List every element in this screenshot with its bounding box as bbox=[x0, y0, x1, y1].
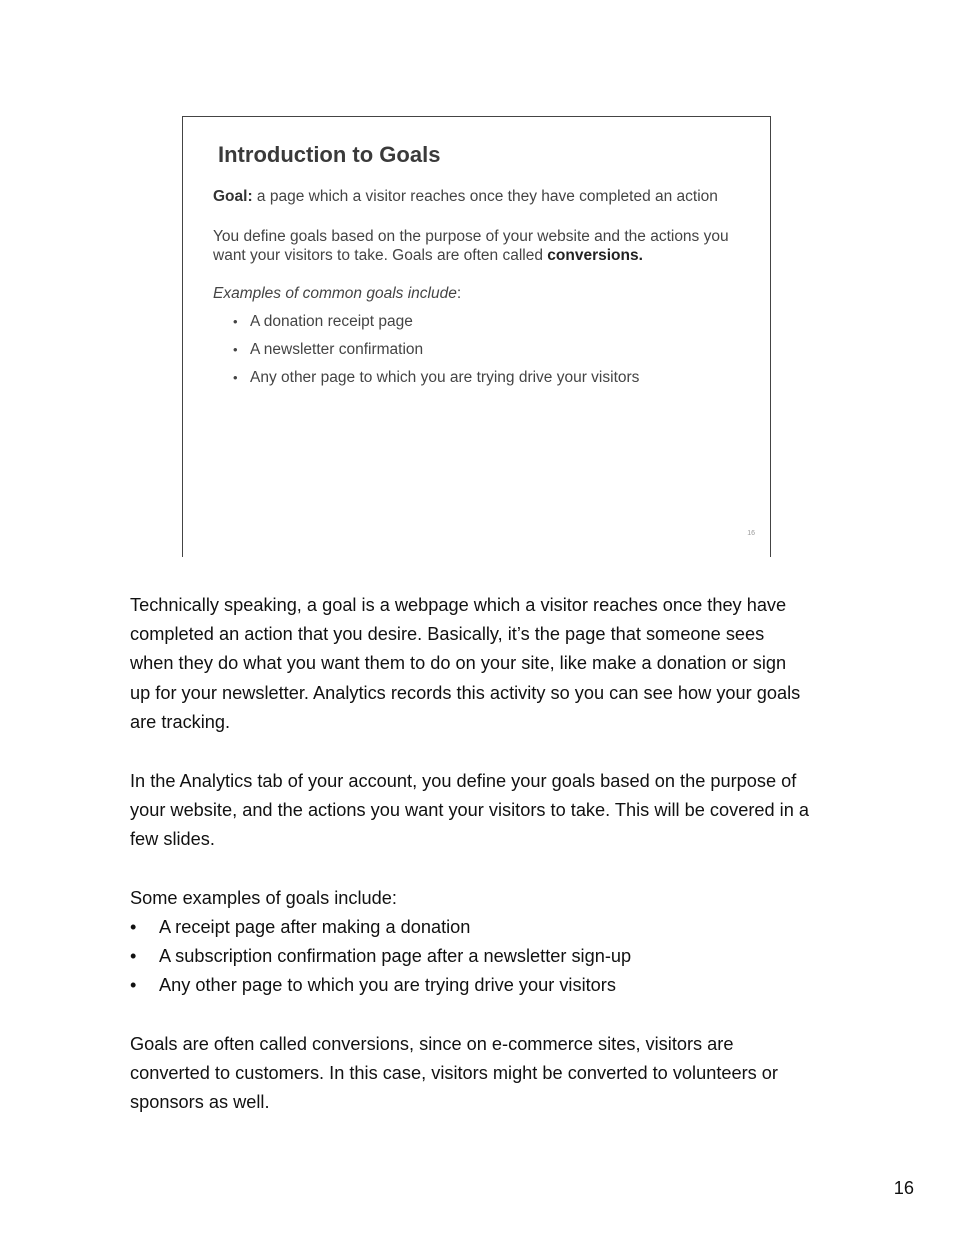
slide-list-item: • Any other page to which you are trying drive your visitors bbox=[233, 368, 639, 396]
slide-examples-label bbox=[213, 285, 461, 303]
paragraph-examples-intro: Some examples of goals include: bbox=[130, 888, 397, 908]
slide-examples-list bbox=[233, 312, 639, 396]
slide-list-item: • A donation receipt page bbox=[233, 312, 639, 340]
examples-colon: : bbox=[456, 285, 462, 302]
slide-goal-definition bbox=[213, 188, 718, 206]
define-text: You define goals based on the purpose of your website and the actions you want your visitors to take. Goals are often called bbox=[213, 228, 729, 264]
paragraph-goal-definition: Technically speaking, a goal is a webpage which a visitor reaches once they have completed an action that you desire. Basically, it’s the page that someone sees when they do what you want them to do on your site, like make a donation or sign up for your newsletter. Analytics records this activity so you can see how your goals are tracking. bbox=[130, 595, 801, 732]
examples-label: Examples of common goals include bbox=[213, 285, 457, 302]
goal-text: a page which a visitor reaches once they have completed an action bbox=[252, 188, 718, 205]
page-number: 16 bbox=[893, 1178, 914, 1198]
bullet-item: • A subscription confirmation page after a newsletter sign-up bbox=[130, 942, 631, 971]
define-bold: conversions. bbox=[547, 247, 643, 264]
bullet-item: • A receipt page after making a donation bbox=[130, 913, 631, 942]
slide-number: 16 bbox=[747, 530, 755, 537]
slide-list-item: • A newsletter confirmation bbox=[233, 340, 639, 368]
goal-label: Goal: bbox=[213, 188, 253, 205]
slide-title: Introduction to Goals bbox=[218, 142, 441, 167]
slide-thumbnail bbox=[182, 116, 771, 557]
slide-define-text bbox=[213, 227, 758, 265]
examples-bullet-list bbox=[130, 913, 631, 1001]
paragraph-analytics-tab: In the Analytics tab of your account, you define your goals based on the purpose of your website, and the actions you want your visitors to take. This will be covered in a few slides. bbox=[130, 771, 810, 850]
paragraph-conversions: Goals are often called conversions, since on e-commerce sites, visitors are converted to customers. In this case, visitors might be converted to volunteers or sponsors as well. bbox=[130, 1034, 778, 1113]
bullet-item: • Any other page to which you are trying drive your visitors bbox=[130, 971, 631, 1000]
